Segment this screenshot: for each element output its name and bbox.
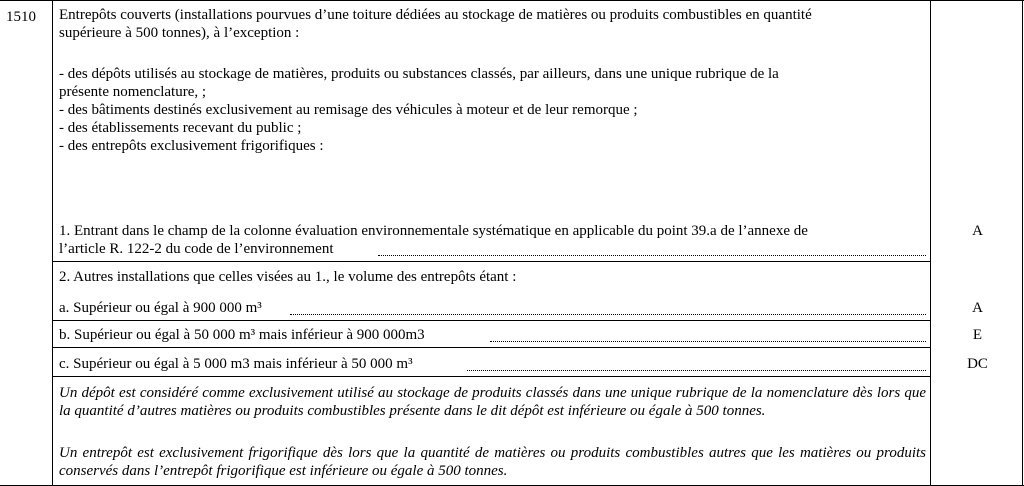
item-1-line-1: 1. Entrant dans le champ de la colonne évaluation environnementale systématique en applicable du point 39.a de l’annexe de xyxy=(59,223,808,239)
item-2-header: 2. Autres installations que celles visées au 1., le volume des entrepôts étant : xyxy=(59,269,517,285)
regime-subitem-b: E xyxy=(972,327,983,343)
column-divider-code xyxy=(52,0,53,486)
intro-line-1: Entrepôts couverts (installations pourvues d’une toiture dédiées au stockage de matières ou produits combustibles en quantité xyxy=(59,7,812,23)
dot-leader xyxy=(467,370,926,371)
dot-leader xyxy=(378,255,926,256)
exception-item: - des établissements recevant du public ; xyxy=(59,120,302,136)
regime-item-1: A xyxy=(972,223,983,239)
row-separator xyxy=(52,347,930,348)
regime-subitem-c: DC xyxy=(967,356,988,372)
column-divider-regime xyxy=(930,0,931,486)
table-right-border xyxy=(1022,0,1023,486)
exception-item: - des entrepôts exclusivement frigorifiques : xyxy=(59,138,324,154)
dot-leader xyxy=(490,341,926,342)
rubrique-code: 1510 xyxy=(6,9,36,25)
exception-item: présente nomenclature, ; xyxy=(59,84,207,100)
exception-item: - des bâtiments destinés exclusivement au remisage des véhicules à moteur et de leur remorque ; xyxy=(59,102,638,118)
item-1-line-2: l’article R. 122-2 du code de l’environnement xyxy=(59,241,334,257)
row-separator xyxy=(52,376,930,377)
subitem-a-label: a. Supérieur ou égal à 900 000 m³ xyxy=(59,300,262,316)
subitem-c-label: c. Supérieur ou égal à 5 000 m3 mais inférieur à 50 000 m³ xyxy=(59,356,413,372)
dot-leader xyxy=(290,314,926,315)
note-frigorifique: Un entrepôt est exclusivement frigorifique dès lors que la quantité de matières ou produits combustibles autres que les matières ou produits conservés dans l’entrepôt frigorifique est inférieure ou égale à 500 tonnes. xyxy=(59,445,926,479)
exception-item: - des dépôts utilisés au stockage de matières, produits ou substances classés, par ailleurs, dans une unique rubrique de la xyxy=(59,66,779,82)
regime-subitem-a: A xyxy=(972,300,983,316)
subitem-b-label: b. Supérieur ou égal à 50 000 m³ mais inférieur à 900 000m3 xyxy=(59,327,425,343)
note-exclusive-storage: Un dépôt est considéré comme exclusivement utilisé au stockage de produits classés dans une unique rubrique de la nomenclature dès lors que la quantité d’autres matières ou produits combustibles présente dans le dit dépôt est inférieure ou égale à 500 tonnes. xyxy=(59,385,926,419)
row-separator xyxy=(52,261,930,262)
table-top-border xyxy=(0,0,1024,1)
intro-line-2: supérieure à 500 tonnes), à l’exception : xyxy=(59,25,300,41)
row-separator xyxy=(52,320,930,321)
